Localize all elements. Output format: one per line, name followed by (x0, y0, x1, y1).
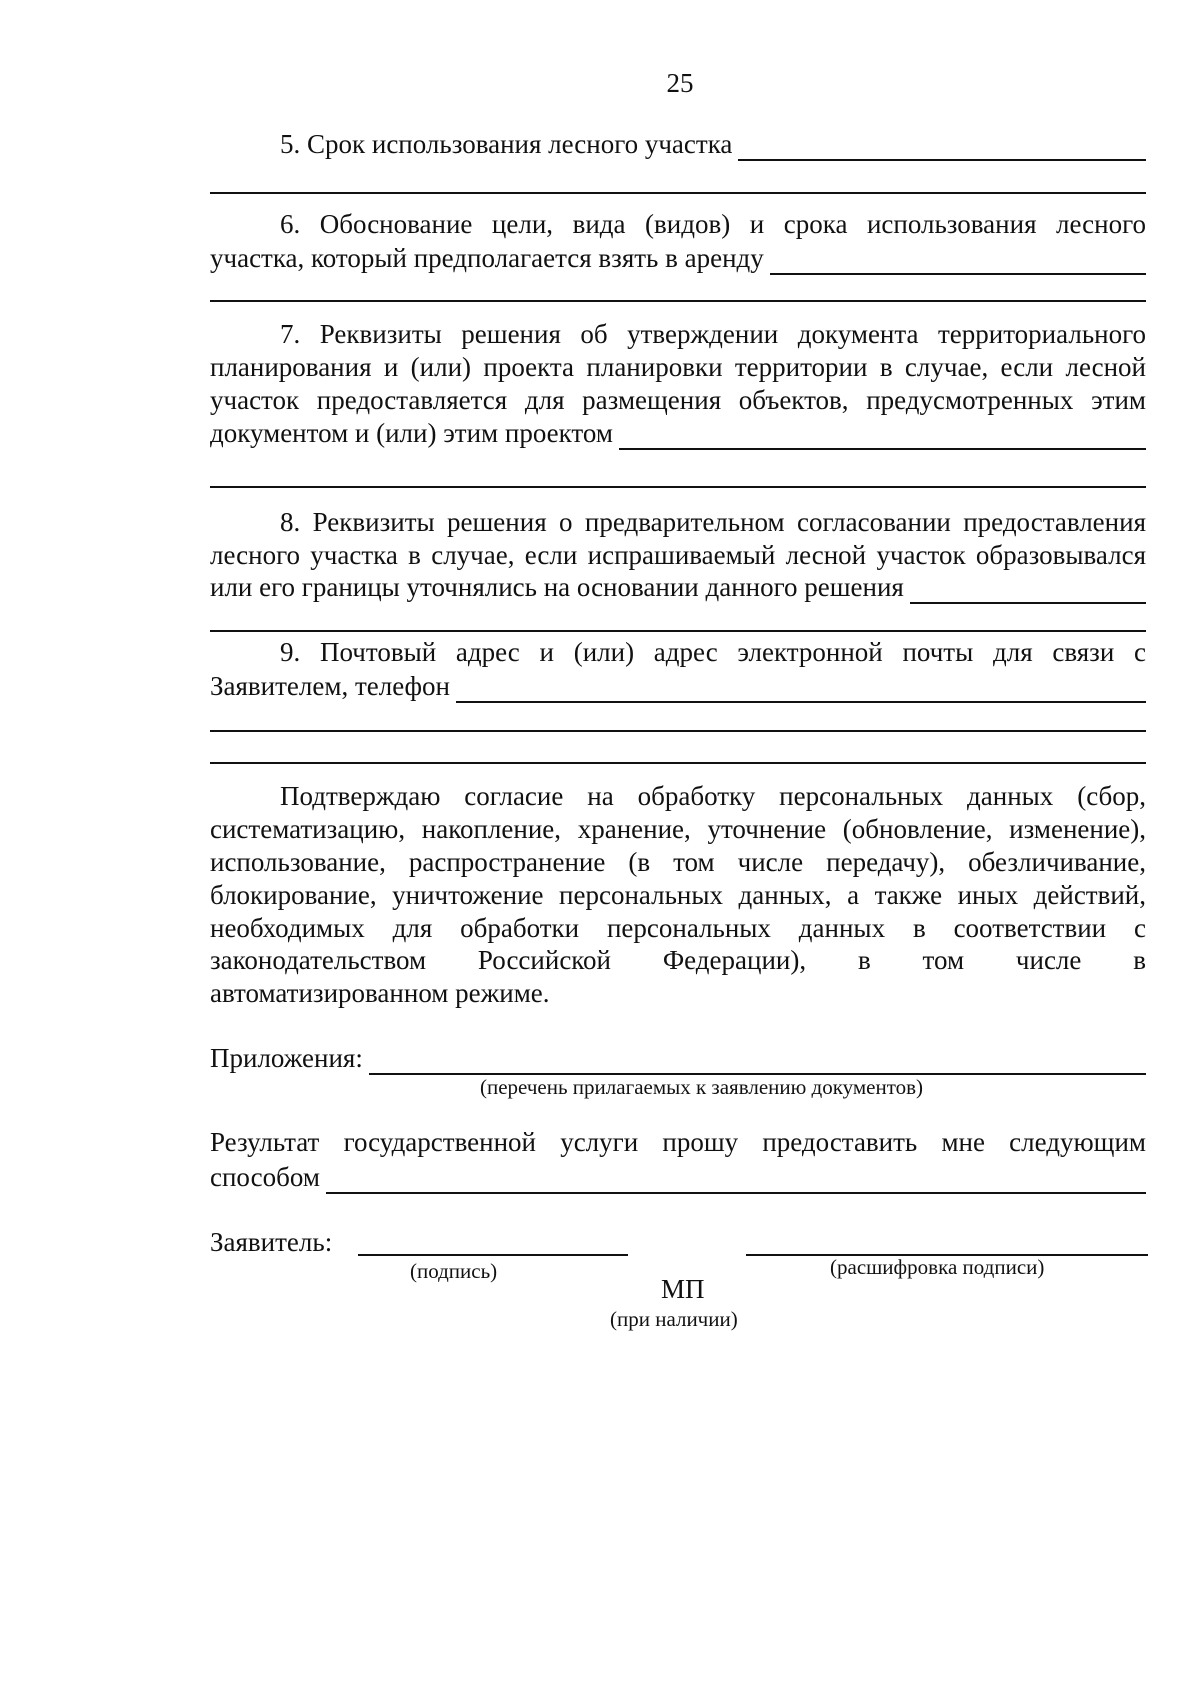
item-9-label: Заявителем, телефон (210, 671, 450, 701)
item-6-row (210, 242, 1146, 275)
consent-line-7: автоматизированном режиме. (210, 978, 550, 1008)
item-9-line-b[interactable] (210, 762, 1146, 764)
attachments-field[interactable] (369, 1049, 1146, 1075)
item-6-field[interactable] (770, 249, 1146, 275)
consent-line-4: блокирование, уничтожение персональных данных, а также иных действий, (210, 880, 1146, 910)
attachments-row (210, 1042, 1146, 1075)
item-8-label: или его границы уточнялись на основании данного решения (210, 572, 904, 602)
item-7-line-3: участок предоставляется для размещения объектов, предусмотренных этим (210, 385, 1146, 415)
item-6-line-1: 6. Обоснование цели, вида (видов) и срока использования лесного (280, 209, 1146, 239)
item-6-line[interactable] (210, 300, 1146, 302)
signature-decoding-caption: (расшифровка подписи) (830, 1255, 1045, 1279)
result-field[interactable] (326, 1168, 1146, 1194)
item-5-row (280, 128, 1146, 161)
consent-line-6 (210, 944, 1146, 977)
item-9-field[interactable] (456, 677, 1146, 703)
item-7-field[interactable] (619, 424, 1146, 450)
page-number: 25 (666, 68, 694, 98)
item-9-line-1: 9. Почтовый адрес и (или) адрес электронной почты для связи с (280, 637, 1146, 667)
consent-line-2: систематизацию, накопление, хранение, уточнение (обновление, изменение), (210, 814, 1146, 844)
signature-caption: (подпись) (410, 1259, 498, 1283)
attachments-label: Приложения: (210, 1043, 363, 1073)
attachments-caption: (перечень прилагаемых к заявлению документов) (480, 1075, 924, 1099)
item-8-field[interactable] (910, 578, 1146, 604)
item-8-line[interactable] (210, 630, 1146, 632)
item-7-line-1: 7. Реквизиты решения об утверждении документа территориального (280, 319, 1146, 349)
consent-line-5: необходимых для обработки персональных данных в соответствии с (210, 913, 1146, 943)
result-label: способом (210, 1162, 320, 1192)
applicant-label: Заявитель: (210, 1227, 333, 1257)
item-7-label: документом и (или) этим проектом (210, 418, 613, 448)
item-5-label: 5. Срок использования лесного участка (280, 129, 733, 159)
stamp-label: МП (661, 1274, 705, 1304)
item-8-line-2: лесного участка в случае, если испрашиваемый лесной участок образовывался (210, 540, 1146, 570)
consent-line-3: использование, распространение (в том числе передачу), обезличивание, (210, 847, 1146, 877)
item-8-row (210, 571, 1146, 604)
item-7-line[interactable] (210, 486, 1146, 488)
item-9-row (210, 670, 1146, 703)
result-row (210, 1161, 1146, 1194)
signature-field[interactable] (358, 1254, 628, 1256)
item-8-line-1: 8. Реквизиты решения о предварительном согласовании предоставления (280, 507, 1146, 537)
stamp-caption: (при наличии) (610, 1307, 738, 1331)
result-line-1: Результат государственной услуги прошу предоставить мне следующим (210, 1127, 1146, 1157)
consent-line-1: Подтверждаю согласие на обработку персональных данных (сбор, (280, 781, 1146, 811)
item-5-field[interactable] (738, 135, 1146, 161)
item-7-line-2: планирования и (или) проекта планировки территории в случае, если лесной (210, 352, 1146, 382)
item-7-row (210, 417, 1146, 450)
item-9-line-a[interactable] (210, 730, 1146, 732)
item-5-line[interactable] (210, 192, 1146, 194)
consent-line-6-text: законодательством Российской Федерации), в том числе в (210, 945, 1146, 975)
item-6-label: участка, который предполагается взять в аренду (210, 243, 764, 273)
